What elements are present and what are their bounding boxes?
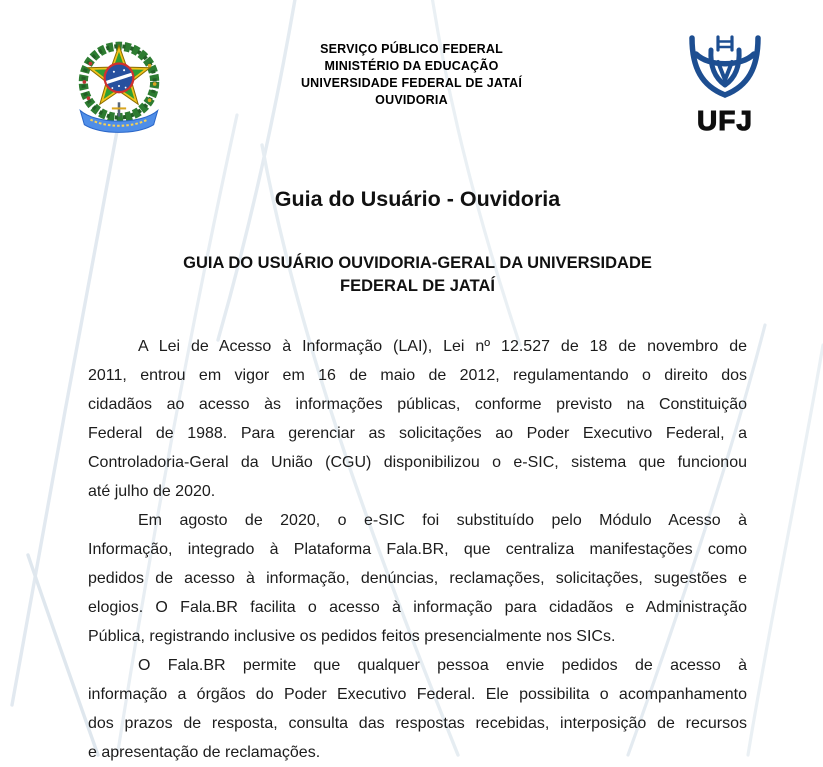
org-line-service: SERVIÇO PÚBLICO FEDERAL bbox=[320, 42, 503, 56]
paragraph-line: até julho de 2020. bbox=[88, 483, 216, 500]
subtitle-line-2: FEDERAL DE JATAÍ bbox=[340, 277, 495, 295]
page-title: Guia do Usuário - Ouvidoria bbox=[274, 187, 561, 211]
paragraph-line: Pública, registrando inclusive os pedidos feitos presencialmente nos SICs. bbox=[88, 628, 616, 645]
subtitle-line-1: GUIA DO USUÁRIO OUVIDORIA-GERAL DA UNIVERSIDADE bbox=[183, 254, 652, 272]
ufj-emblem-icon bbox=[685, 35, 765, 103]
ufj-logo bbox=[681, 35, 769, 137]
org-line-ministry: MINISTÉRIO DA EDUCAÇÃO bbox=[324, 59, 499, 73]
paragraph-line: informação a órgãos do Poder Executivo Federal. Ele possibilita o acompanhamento bbox=[88, 686, 747, 703]
ufj-logo-text: UFJ bbox=[697, 105, 753, 136]
paragraph-line: cidadãos ao acesso às informações públicas, conforme previsto na Constituição bbox=[88, 396, 747, 413]
org-line-university: UNIVERSIDADE FEDERAL DE JATAÍ bbox=[300, 76, 523, 90]
paragraph-line: Federal de 1988. Para gerenciar as solicitações ao Poder Executivo Federal, a bbox=[88, 425, 747, 442]
paragraph-line: A Lei de Acesso à Informação (LAI), Lei nº 12.527 de 18 de novembro de bbox=[138, 338, 747, 355]
paragraph-line: dos prazos de resposta, consulta das respostas recebidas, interposição de recursos bbox=[88, 715, 747, 732]
body-paragraphs bbox=[88, 332, 747, 767]
paragraph-line: e apresentação de reclamações. bbox=[88, 744, 321, 761]
paragraph-line: O Fala.BR permite que qualquer pessoa envie pedidos de acesso à bbox=[138, 657, 747, 674]
paragraph-line: pedidos de acesso à informação, denúncias, reclamações, solicitações, sugestões e bbox=[88, 570, 747, 587]
paragraph-line: Informação, integrado à Plataforma Fala.BR, que centraliza manifestações como bbox=[88, 541, 747, 558]
paragraph-line: Em agosto de 2020, o e-SIC foi substituído pelo Módulo Acesso à bbox=[138, 512, 747, 529]
document-body bbox=[88, 186, 747, 767]
document-subtitle bbox=[88, 252, 747, 298]
paragraph-line: 2011, entrou em vigor em 16 de maio de 2012, regulamentando o direito dos bbox=[88, 367, 747, 384]
paragraph-line: elogios. O Fala.BR facilita o acesso à informação para cidadãos e Administração bbox=[88, 599, 747, 616]
paragraph-line: Controladoria-Geral da União (CGU) disponibilizou o e-SIC, sistema que funcionou bbox=[88, 454, 747, 471]
document-header bbox=[0, 0, 823, 150]
org-line-ouvidoria: OUVIDORIA bbox=[375, 93, 448, 107]
